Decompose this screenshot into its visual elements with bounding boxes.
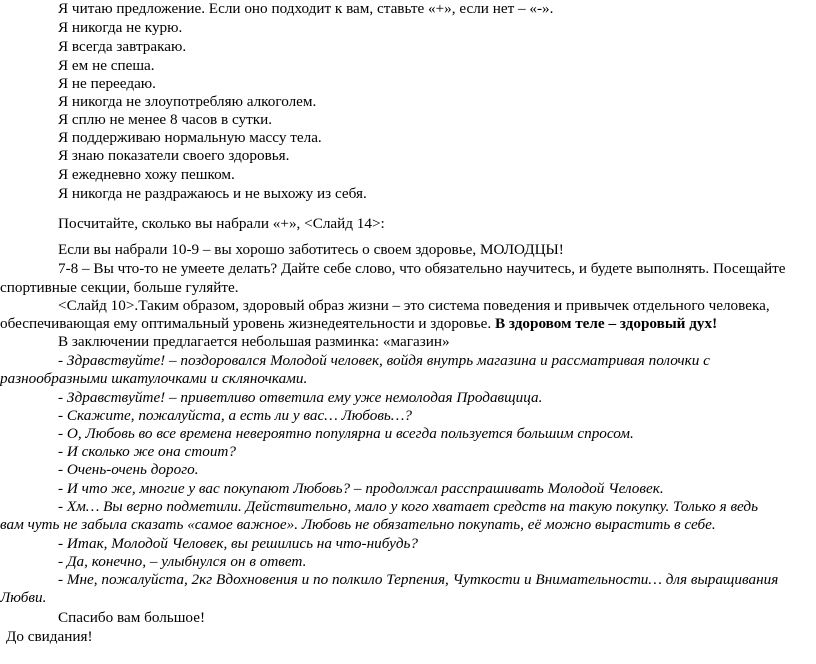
dialogue-line: - Здравствуйте! – поздоровался Молодой человек, войдя внутрь магазина и рассматривая полочки с bbox=[58, 352, 710, 369]
result-mid-continued: спортивные секции, больше гуляйте. bbox=[0, 279, 239, 296]
checklist-item: Я никогда не курю. bbox=[58, 19, 183, 36]
dialogue-line: - Мне, пожалуйста, 2кг Вдохновения и по полкило Терпения, Чуткости и Внимательности… для выращивания bbox=[58, 571, 779, 588]
dialogue-line: - Скажите, пожалуйста, а есть ли у вас… Любовь…? bbox=[58, 407, 412, 424]
result-mid: 7-8 – Вы что-то не умеете делать? Дайте себе слово, что обязательно научитесь, и будете выполнять. Посещайте bbox=[58, 260, 786, 277]
slogan: В здоровом теле – здоровый дух! bbox=[494, 315, 718, 332]
dialogue-line: - О, Любовь во все времена невероятно популярна и всегда пользуется большим спросом. bbox=[58, 425, 634, 442]
conclusion-paragraph: <Слайд 10>.Таким образом, здоровый образ жизни – это система поведения и привычек отдельного человека, bbox=[58, 297, 770, 314]
result-high: Если вы набрали 10-9 – вы хорошо заботитесь о своем здоровье, МОЛОДЦЫ! bbox=[58, 241, 564, 258]
conclusion-text: обеспечивающая ему оптимальный уровень жизнедеятельности и здоровье. bbox=[0, 315, 492, 332]
dialogue-line: - И сколько же она стоит? bbox=[58, 443, 236, 460]
checklist-item: Я никогда не злоупотребляю алкоголем. bbox=[58, 93, 317, 110]
dialogue-line: Любви. bbox=[0, 589, 47, 606]
count-instruction: Посчитайте, сколько вы набрали «+», <Слайд 14>: bbox=[58, 215, 385, 232]
dialogue-line: - Итак, Молодой Человек, вы решились на что-нибудь? bbox=[58, 535, 419, 552]
dialogue-line: вам чуть не забыла сказать «самое важное». Любовь не обязательно покупать, её можно вырастить в себе. bbox=[0, 516, 716, 533]
checklist-item: Я ем не спеша. bbox=[58, 57, 155, 74]
conclusion-paragraph-continued bbox=[0, 315, 717, 333]
checklist-item: Я ежедневно хожу пешком. bbox=[58, 166, 235, 183]
dialogue-line: - Здравствуйте! – приветливо ответила ему уже немолодая Продавщица. bbox=[58, 389, 543, 406]
dialogue-line: - Хм… Вы верно подметили. Действительно, мало у кого хватает средств на такую покупку. Только я ведь bbox=[58, 498, 759, 515]
dialogue-line: - Да, конечно, – улыбнулся он в ответ. bbox=[58, 553, 307, 570]
checklist-item: Я знаю показатели своего здоровья. bbox=[58, 147, 290, 164]
checklist-item: Я поддерживаю нормальную массу тела. bbox=[58, 129, 322, 146]
thanks-line: Спасибо вам большое! bbox=[58, 609, 206, 626]
checklist-item: Я никогда не раздражаюсь и не выхожу из себя. bbox=[58, 185, 367, 202]
checklist-intro: Я читаю предложение. Если оно подходит к вам, ставьте «+», если нет – «-». bbox=[58, 0, 554, 17]
dialogue-line: - Очень-очень дорого. bbox=[58, 461, 199, 478]
warmup-intro: В заключении предлагается небольшая разминка: «магазин» bbox=[58, 333, 450, 350]
checklist-item: Я не переедаю. bbox=[58, 75, 156, 92]
dialogue-line: разнообразными шкатулочками и скляночками. bbox=[0, 370, 308, 387]
goodbye-line: До свидания! bbox=[6, 628, 93, 645]
dialogue-line: - И что же, многие у вас покупают Любовь? – продолжал расспрашивать Молодой Человек. bbox=[58, 480, 664, 497]
checklist-item: Я сплю не менее 8 часов в сутки. bbox=[58, 111, 273, 128]
checklist-item: Я всегда завтракаю. bbox=[58, 38, 187, 55]
